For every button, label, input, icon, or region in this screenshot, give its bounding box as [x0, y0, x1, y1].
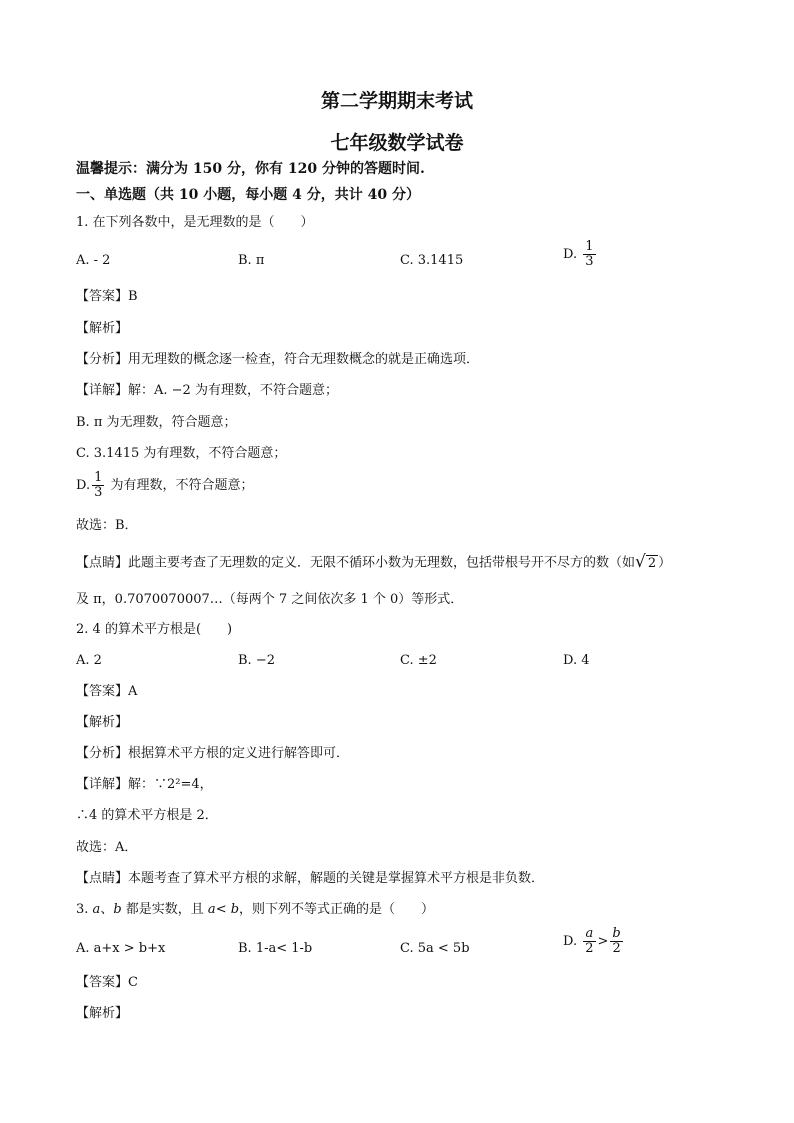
- q1-stem: 1. 在下列各数中，是无理数的是（ ）: [76, 215, 314, 230]
- variable-b: b: [113, 902, 122, 917]
- exam-notice: 温馨提示：满分为 150 分，你有 120 分钟的答题时间.: [76, 161, 425, 177]
- q1-detail-4-suffix: 为有理数，不符合题意；: [106, 478, 254, 493]
- q3-stem-middle: 都是实数，且: [121, 902, 208, 917]
- q3-option-d: [563, 927, 625, 956]
- q2-analysis: 【分析】根据算术平方根的定义进行解答即可．: [76, 746, 350, 761]
- q1-detail-3: C. 3.1415 为有理数，不符合题意；: [76, 446, 287, 461]
- q1-analysis-heading: 【解析】: [76, 321, 129, 336]
- fraction-denominator: 3: [585, 254, 594, 269]
- q2-option-c: C. ±2: [400, 653, 437, 668]
- q1-detail-4-prefix: D.: [76, 478, 91, 493]
- q3-stem: [76, 901, 434, 919]
- q3-option-b: B. 1-a< 1-b: [238, 941, 313, 956]
- q2-detail-2: ∴4 的算术平方根是 2．: [76, 808, 218, 823]
- q1-analysis: 【分析】用无理数的概念逐一检查，符合无理数概念的就是正确选项．: [76, 352, 480, 367]
- q3-answer: 【答案】C: [76, 975, 138, 990]
- q1-detail-4-fraction: [92, 471, 104, 500]
- q1-option-a: A. - 2: [76, 253, 111, 268]
- q3-stem-separator: 、: [100, 902, 114, 917]
- fraction-numerator: a: [583, 927, 595, 942]
- q1-option-b: B. π: [238, 253, 265, 268]
- q3-option-c: C. 5a < 5b: [400, 941, 470, 956]
- q3-option-a: A. a+x > b+x: [76, 941, 166, 956]
- q1-comment-end: ）: [658, 555, 672, 571]
- section-heading: 一、单选题（共 10 小题，每小题 4 分，共计 40 分）: [76, 187, 420, 203]
- q2-answer: 【答案】A: [76, 684, 138, 699]
- q1-detail-4: [76, 471, 254, 500]
- q1-option-d-label: D.: [563, 247, 578, 262]
- q3-stem-prefix: 3.: [76, 902, 93, 917]
- q3-analysis-heading: 【解析】: [76, 1006, 129, 1021]
- fraction-numerator: 1: [585, 239, 594, 254]
- fraction-denominator: 2: [585, 941, 594, 956]
- q1-comment-text: 【点睛】此题主要考查了无理数的定义．无限不循环小数为无理数，包括带根号开不尽方的数（如: [76, 555, 636, 571]
- q2-option-b: B. −2: [238, 653, 275, 668]
- q3-option-d-operator: >: [597, 934, 609, 949]
- variable-a: a: [92, 902, 101, 917]
- condition-operator: <: [215, 902, 231, 917]
- fraction-denominator: 3: [94, 485, 103, 500]
- q2-detail-1: 【详解】解：∵2²=4，: [76, 777, 213, 792]
- q3-option-d-label: D.: [563, 934, 578, 949]
- sqrt-symbol: [635, 553, 658, 573]
- radicand: 2: [647, 556, 657, 571]
- fraction-numerator: b: [612, 926, 621, 941]
- q1-choose: 故选：B．: [76, 518, 138, 533]
- page-subtitle: 七年级数学试卷: [330, 132, 464, 154]
- q2-option-a: A. 2: [76, 653, 102, 668]
- q1-option-c: C. 3.1415: [400, 253, 464, 268]
- q2-stem: 2. 4 的算术平方根是( ): [76, 622, 233, 637]
- q1-detail-2: B. π 为无理数，符合题意；: [76, 415, 237, 430]
- q3-option-d-fraction-2: [610, 927, 622, 956]
- q2-option-d: D. 4: [563, 653, 590, 668]
- q1-comment-line-2: 及 π，0.7070070007…（每两个 7 之间依次多 1 个 0）等形式．: [76, 592, 464, 607]
- q1-answer: 【答案】B: [76, 289, 138, 304]
- q1-detail-1: 【详解】解：A. −2 为有理数，不符合题意；: [76, 383, 338, 398]
- q2-comment: 【点睛】本题考查了算术平方根的求解，解题的关键是掌握算术平方根是非负数．: [76, 871, 545, 886]
- q3-option-d-fraction-1: [583, 927, 595, 956]
- q2-choose: 故选：A．: [76, 840, 138, 855]
- q1-option-d-fraction: [583, 240, 595, 269]
- fraction-numerator: 1: [94, 470, 103, 485]
- fraction-denominator: 2: [612, 941, 621, 956]
- condition-b: b: [230, 902, 240, 917]
- radical-sign: √: [635, 552, 646, 572]
- q3-stem-end: ，则下列不等式正确的是（ ）: [239, 902, 435, 917]
- q1-option-d: [563, 240, 598, 269]
- page-title: 第二学期期末考试: [320, 90, 473, 112]
- condition-a: a: [207, 902, 216, 917]
- q2-analysis-heading: 【解析】: [76, 715, 129, 730]
- q1-comment-line-1: [76, 553, 671, 573]
